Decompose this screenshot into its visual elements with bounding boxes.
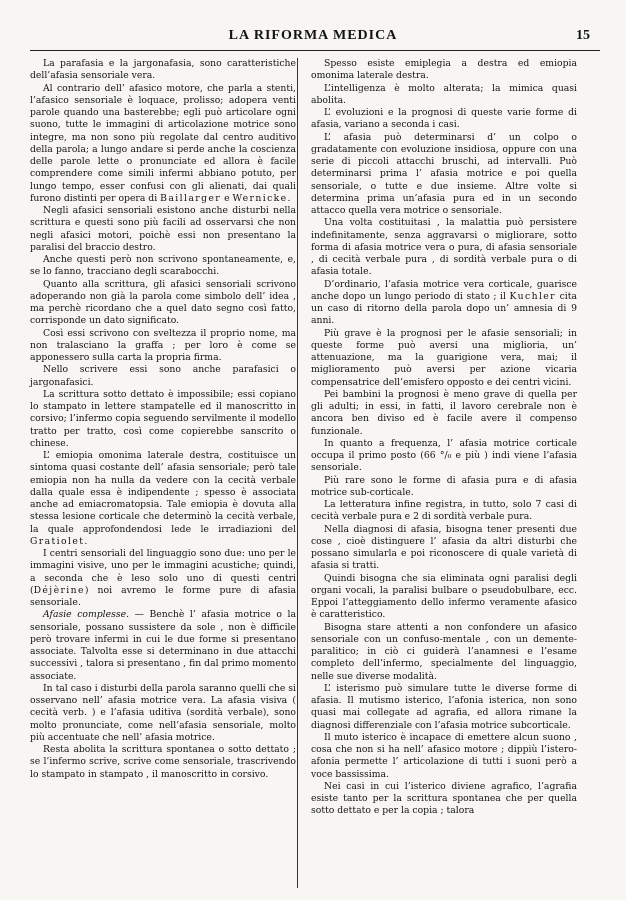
paragraph: Più grave è la prognosi per le afasie sensoriali; in queste forme può aversi una miglioria, un’ attenuazione, ma la guarigione vera, mai; il miglioramento può aversi per azione vicaria compensatrice dell’emisfero opposto e dei centri vicini. — [311, 327, 577, 388]
right-column — [311, 58, 577, 888]
paragraph: Pei bambini la prognosi è meno grave di quella per gli adulti; in essi, in fatti, il lavoro cerebrale non è ancora ben diviso ed è facile avere il compenso funzionale. — [311, 388, 577, 437]
author-name: Déjèrine — [33, 584, 85, 596]
paragraph: La letteratura infine registra, in tutto, solo 7 casi di cecità verbale pura e 2 di sordità verbale pura. — [311, 499, 577, 523]
paragraph: Una volta costituitasi , la malattia può persistere indefinitamente, senza aggravarsi o migliorare, sotto forma di afasia motrice vera o pura, di afasia sensoriale , di cecità verbale pura , di sordità verbale pura o di afasia totale. — [311, 217, 577, 278]
conjunction: e — [224, 192, 230, 204]
paragraph-text: — Benchè l’ afasia motrice o la sensoriale, possano sussistere da sole , non è difficile però trovare infermi in cui le due forme si presentano associate. Talvolta esse si determinano in due attacchi successivi , talora si presentano , fin dal primo momento associate. — [30, 609, 296, 682]
paragraph-text: ) noi avremo le forme pure di afasia sensoriale. — [30, 584, 296, 608]
paragraph: L’ afasia può determinarsi d’ un colpo o gradatamente con evoluzione insidiosa, oppure con una serie di piccoli attacchi bruschi, ad intervalli. Può determinarsi prima l’ afasia motrice e poi quella sensoriale, o tutte e due insieme. Altre volte si determina prima un’afasia pura ed in un secondo attacco quella vera motrice o sensoriale. — [311, 131, 577, 216]
author-name: Kuchler — [509, 290, 557, 302]
paragraph: L’ evoluzioni e la prognosi di queste varie forme di afasia, variano a seconda i casi. — [311, 107, 577, 131]
paragraph: Nella diagnosi di afasia, bisogna tener presenti due cose , cioè distinguere l’ afasia da altri disturbi che possano simularla e poi riconoscere di quale varietà di afasia si tratti. — [311, 523, 577, 572]
paragraph-text: cita un caso di ritorno della parola dopo un’ amnesia di 9 anni. — [311, 290, 577, 327]
column-divider — [297, 58, 298, 888]
paragraph: Più rare sono le forme di afasia pura e di afasia motrice sub-corticale. — [311, 474, 577, 498]
paragraph: La parafasia e la jargonafasia, sono caratteristiche dell’afasia sensoriale vera. — [30, 58, 296, 82]
paragraph: In quanto a frequenza, l’ afasia motrice corticale occupa il primo posto (66 °/₀ e più ) indi viene l’afasia sensoriale. — [311, 437, 577, 474]
paragraph: Negli afasici sensoriali esistono anche disturbi nella scrittura e questi sono più facili ad osservarsi che non negli afasici motori, poichè essi non presentano la paralisi del braccio destro. — [30, 205, 296, 253]
paragraph: L’ isterismo può simulare tutte le diverse forme di afasia. Il mutismo isterico, l’afonia isterica, non sono quasi mai collegate ad agrafia, ed allora rimane la diagnosi differenziale con l’afasia motrice subcorticale. — [311, 682, 577, 731]
paragraph: La scrittura sotto dettato è impossibile; essi copiano lo stampato in lettere stampatelle ed il manoscritto in corsivo; l’infermo copia seguendo servilmente il modello tratto per tratto, così come copierebbe sanscrito o chinese. — [30, 388, 296, 449]
paragraph: Nello scrivere essi sono anche parafasici o jargonafasici. — [30, 364, 296, 388]
author-name: Baillarger — [160, 192, 222, 204]
paragraph-text: I centri sensoriali del linguaggio sono due: uno per le immagini visive, uno per le immagini acustiche; quindi, a seconda che è leso solo uno di questi centri ( — [30, 548, 296, 596]
paragraph: Anche questi però non scrivono spontaneamente, e, se lo fanno, tracciano degli scarabocchi. — [30, 254, 296, 278]
paragraph: L’intelligenza è molto alterata; la mimica quasi abolita. — [311, 82, 577, 106]
paragraph: Spesso esiste emiplegia a destra ed emiopia omonima laterale destra. — [311, 58, 577, 82]
paragraph-text: D’ordinario, l’afasia motrice vera corticale, guarisce anche dopo un lungo periodo di stato ; il — [311, 278, 577, 302]
running-head: LA RIFORMA MEDICA — [228, 28, 398, 43]
paragraph: Quindi bisogna che sia eliminata ogni paralisi degli organi vocali, la paralisi bulbare o pseudobulbare, ecc. Eppoi l’atteggiamento dello infermo veramente afasico è caratteristico. — [311, 572, 577, 621]
paragraph: Bisogna stare attenti a non confondere un afasico sensoriale con un confuso-mentale , con un demente-paralitico; in ciò ci guiderà l’anamnesi e l’esame completo dell’infermo, specialmente del linguaggio, nelle sue diverse modalità. — [311, 621, 577, 682]
author-name: Gratiolet. — [30, 535, 89, 547]
section-run-in-heading: Afasie complesse. — [43, 609, 130, 621]
paragraph: In tal caso i disturbi della parola saranno quelli che si osservano nell’ afasia motrice vera. La afasia visiva ( cecità verb. ) e l’afasia uditiva (sordità verbale), sono molto pronunciate, come nell’afasia sensoriale, molto più accentuate che nell’ afasia motrice. — [30, 682, 296, 743]
paragraph: Nei casi in cui l’isterico diviene agrafico, l’agrafia esiste tanto per la scrittura spontanea che per quella sotto dettato e per la copia ; talora — [311, 780, 577, 817]
paragraph-text: Al contrario dell’ afasico motore, che parla a stenti, l’afasico sensoriale è loquace, prolisso; adopera venti parole quando una basterebbe; egli può articolare ogni suono, tutte le immagini di articolazione motrice sono integre, ma non sono più regolate dal centro auditivo della parola; a lungo andare si perde anche la coscienza delle parole lette o pronunciate ed allora è facile comprendere come simili infermi abbiano potuto, per lungo tempo, esser confusi con gli alienati, dai quali furono distinti per opera di — [30, 82, 296, 204]
left-column — [30, 58, 296, 888]
paragraph — [30, 83, 296, 206]
header-rule — [30, 50, 600, 51]
paragraph: Il muto isterico è incapace di emettere alcun suono , cosa che non si ha nell’ afasico motore ; dippiù l’istero-afonia permette l’ articolazione di tutti i suoni però a voce bassissima. — [311, 731, 577, 780]
paragraph — [30, 548, 296, 609]
paragraph — [311, 279, 577, 328]
author-name: Wernicke. — [232, 192, 292, 204]
paragraph: Così essi scrivono con sveltezza il proprio nome, ma non tralasciano la graffa ; per loro è come se apponessero sulla carta la propria firma. — [30, 327, 296, 363]
paragraph: Quanto alla scrittura, gli afasici sensoriali scrivono adoperando non già la parola come simbolo dell’ idea , ma perchè ricordano che a quel dato segno così fatto, corrisponde un dato significato. — [30, 278, 296, 327]
paragraph — [30, 609, 296, 683]
paragraph-text: L’ emiopia omonima laterale destra, costituisce un sintoma quasi costante dell’ afasia sensoriale; però tale emiopia non ha nulla da vedere con la cecità verbale dalla quale essa è indipendente ; spesso è associata anche ad emiacromatopsia. Tale emiopia è dovuta alla stessa lesione corticale che determinò la cecità verbale, la quale approfondendosi lede le irradiazioni del — [30, 450, 296, 535]
paragraph: Resta abolita la scrittura spontanea o sotto dettato ; se l’infermo scrive, scrive come sensoriale, trascrivendo lo stampato in stampato , il manoscritto in corsivo. — [30, 744, 296, 780]
paragraph — [30, 450, 296, 548]
page-header — [30, 28, 596, 48]
page-number: 15 — [576, 28, 590, 43]
